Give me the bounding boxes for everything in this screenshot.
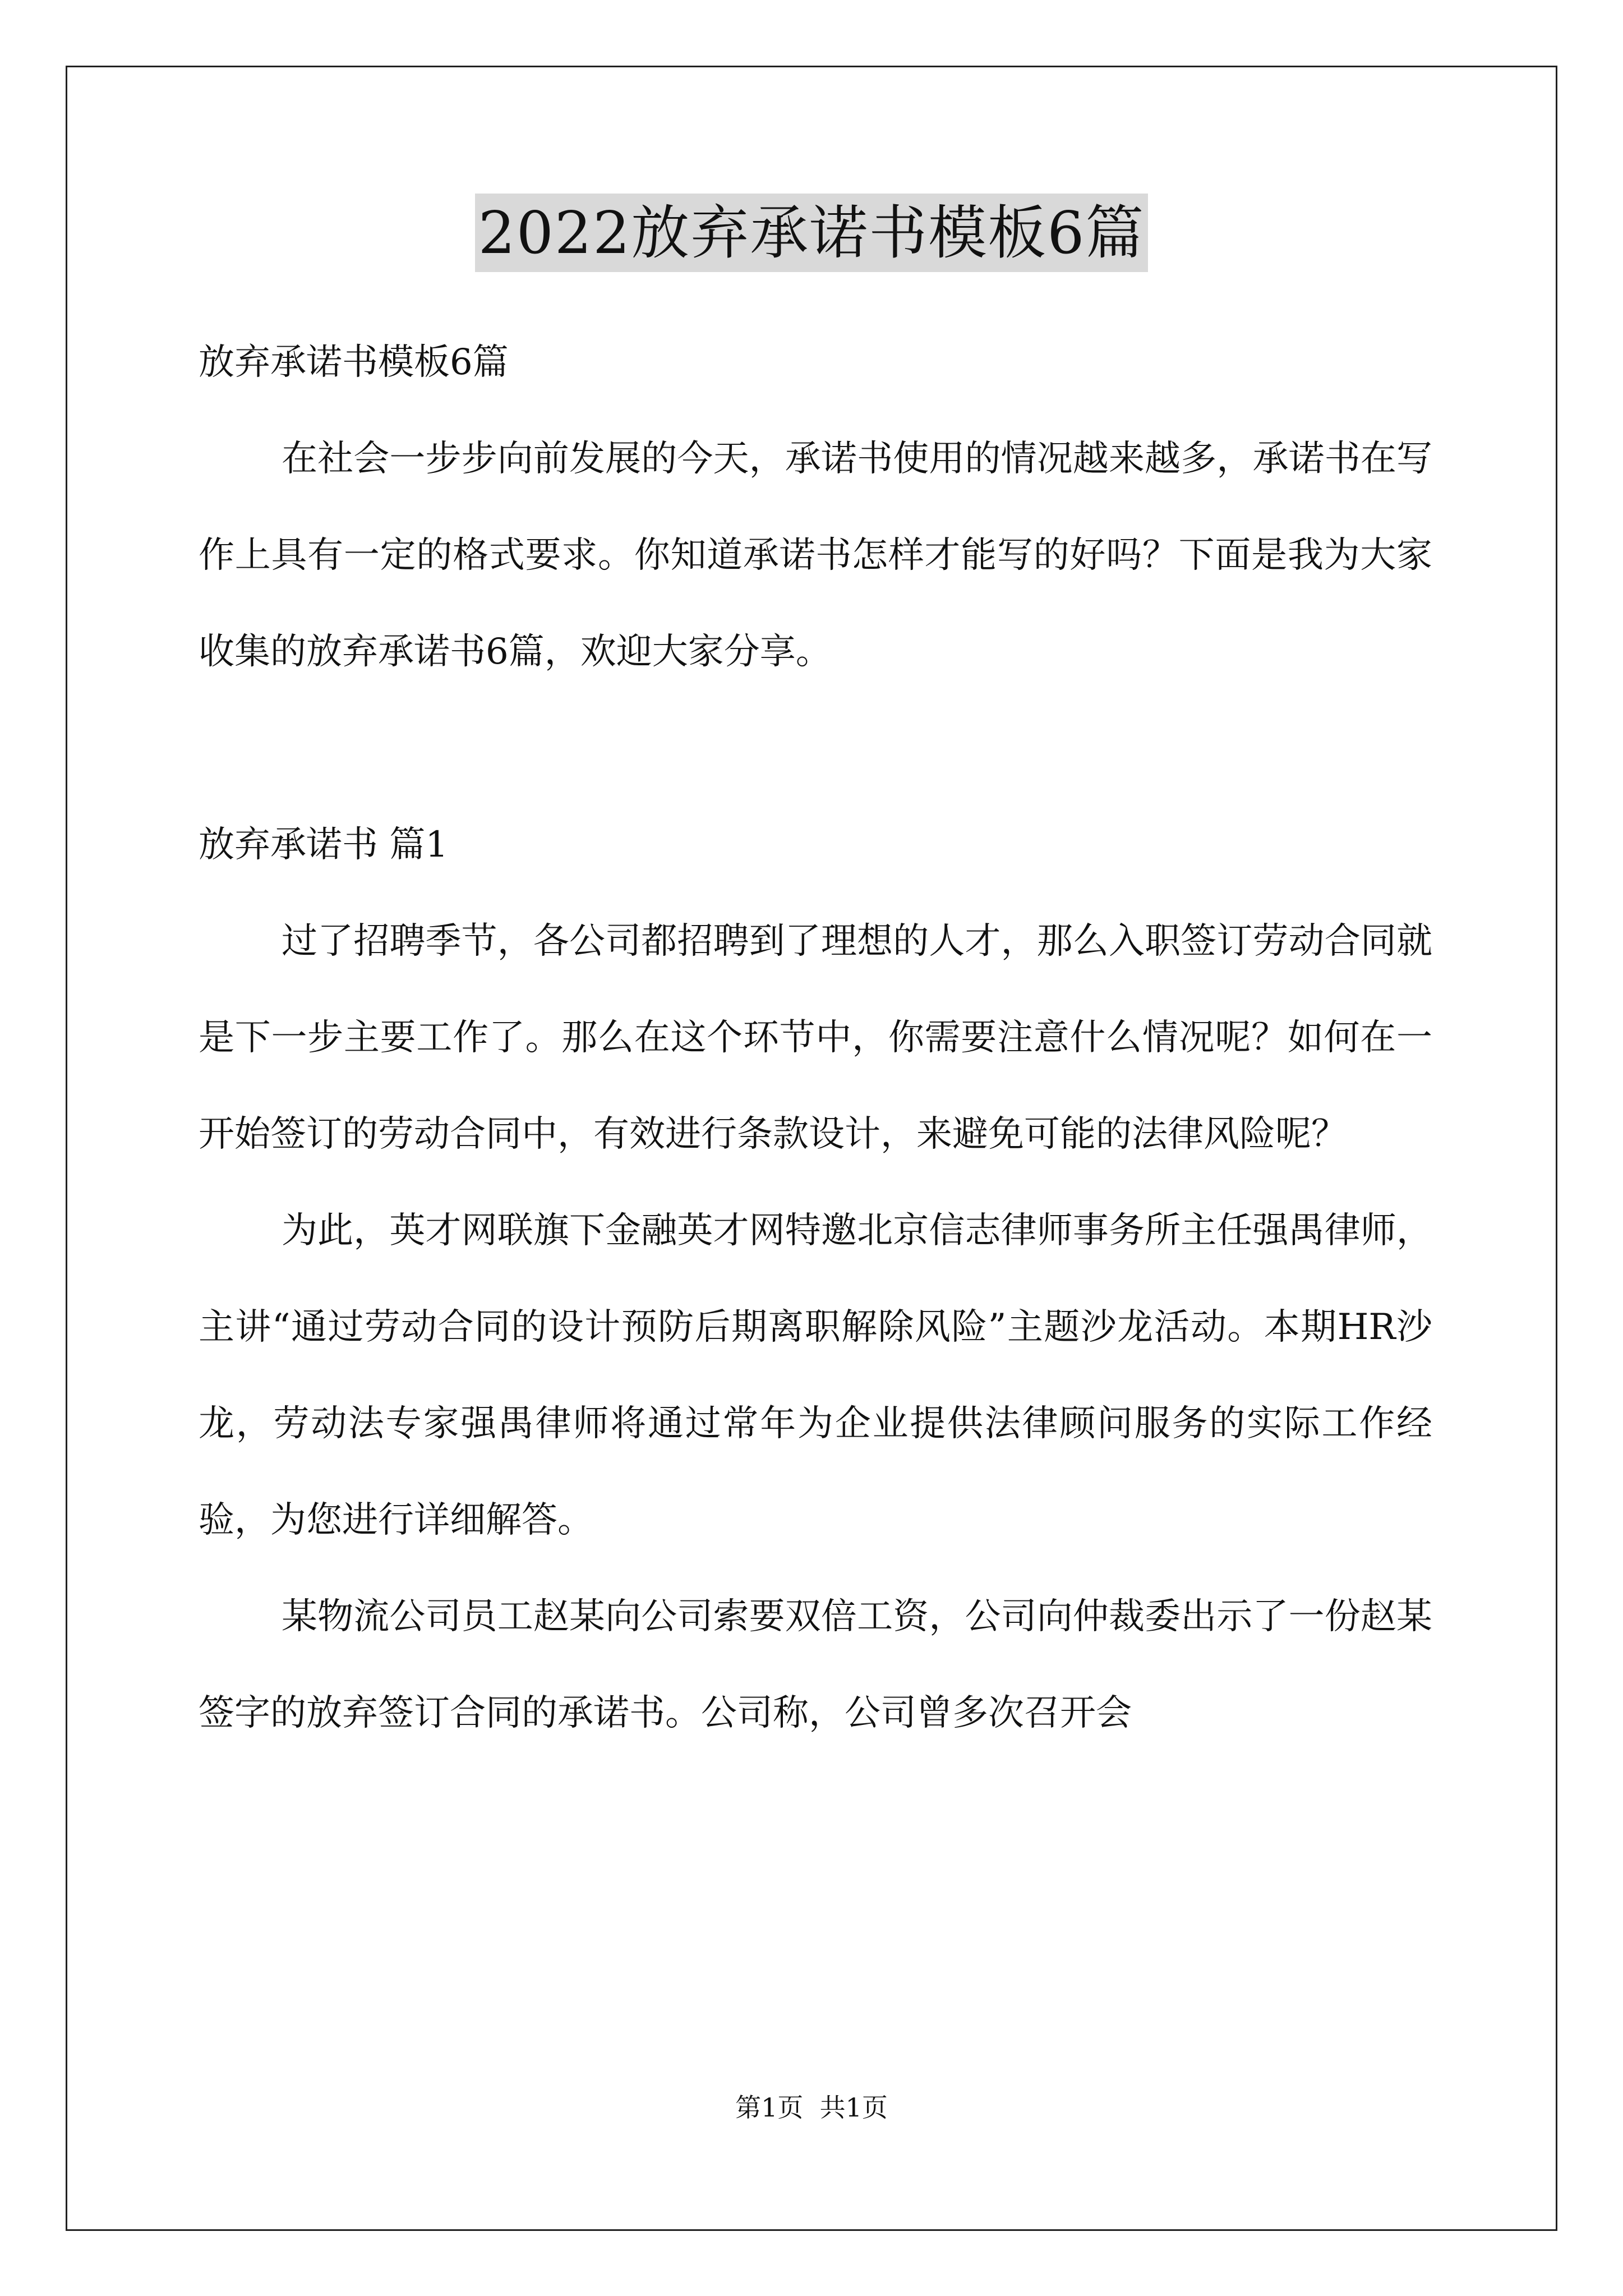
body-paragraph: 为此，英才网联旗下金融英才网特邀北京信志律师事务所主任强禺律师，主讲“通过劳动合同的设计预防后期离职解除风险”主题沙龙活动。本期HR沙龙，劳动法专家强禺律师将通过常年为企业提供法律顾问服务的实际工作经验，为您进行详细解答。 — [199, 1210, 1432, 1541]
document-body — [199, 314, 1432, 1761]
body-paragraph: 某物流公司员工赵某向公司索要双倍工资，公司向仲裁委出示了一份赵某签字的放弃签订合同的承诺书。公司称，公司曾多次召开会 — [199, 1596, 1432, 1734]
intro-paragraph: 在社会一步步向前发展的今天，承诺书使用的情况越来越多，承诺书在写作上具有一定的格式要求。你知道承诺书怎样才能写的好吗？下面是我为大家收集的放弃承诺书6篇，欢迎大家分享。 — [199, 438, 1432, 673]
page-number: 第1页 共1页 — [735, 2092, 888, 2123]
section-heading: 放弃承诺书 篇1 — [199, 824, 449, 866]
body-paragraph: 过了招聘季节，各公司都招聘到了理想的人才，那么入职签订劳动合同就是下一步主要工作了。那么在这个环节中，你需要注意什么情况呢？如何在一开始签订的劳动合同中，有效进行条款设计，来避免可能的法律风险呢？ — [199, 921, 1432, 1155]
document-title: 2022放弃承诺书模板6篇 — [475, 194, 1149, 272]
title-container — [0, 194, 1623, 272]
page-footer — [0, 2091, 1623, 2124]
document-subtitle: 放弃承诺书模板6篇 — [199, 342, 509, 383]
